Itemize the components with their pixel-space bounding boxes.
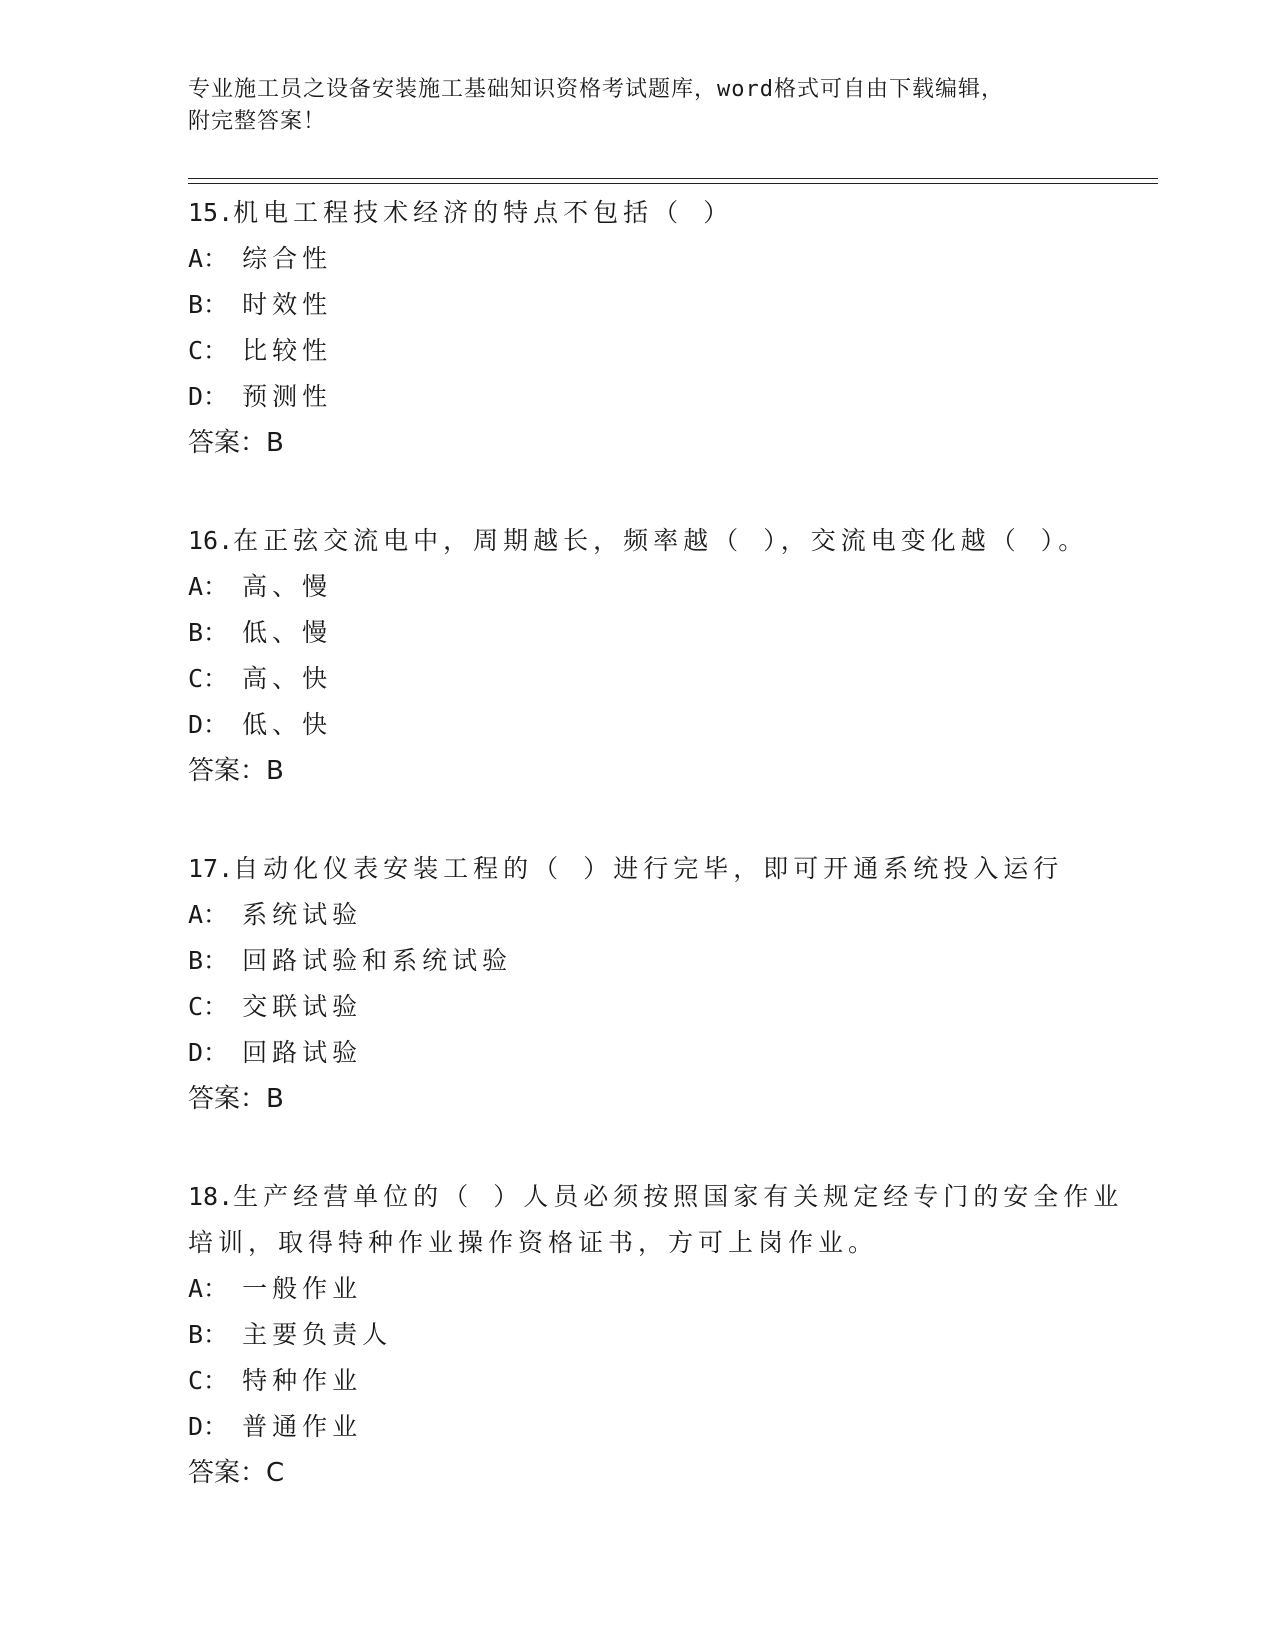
option-b bbox=[188, 610, 1148, 656]
option-b bbox=[188, 282, 1148, 328]
answer-line: 答案：B bbox=[188, 756, 284, 786]
question-18 bbox=[188, 1174, 1148, 1496]
question-stem bbox=[188, 518, 1148, 564]
option-key: A： bbox=[188, 1274, 229, 1303]
question-stem bbox=[188, 190, 1148, 236]
question-17 bbox=[188, 846, 1148, 1122]
option-b bbox=[188, 938, 1148, 984]
option-text: 低、慢 bbox=[242, 618, 333, 647]
question-stem bbox=[188, 1174, 1148, 1266]
option-text: 一般作业 bbox=[242, 1274, 363, 1303]
option-a bbox=[188, 236, 1148, 282]
question-list bbox=[188, 190, 1148, 1548]
question-number: 17. bbox=[188, 854, 234, 883]
question-text: 自动化仪表安装工程的（ ）进行完毕，即可开通系统投入运行 bbox=[233, 854, 1064, 883]
answer-line: 答案：B bbox=[188, 1084, 284, 1114]
option-text: 高、快 bbox=[242, 664, 333, 693]
option-c bbox=[188, 984, 1148, 1030]
header-divider-top bbox=[188, 178, 1158, 179]
option-text: 高、慢 bbox=[242, 572, 333, 601]
question-stem bbox=[188, 846, 1148, 892]
option-key: B： bbox=[188, 946, 229, 975]
question-15 bbox=[188, 190, 1148, 466]
option-text: 回路试验 bbox=[242, 1038, 363, 1067]
question-number: 15. bbox=[188, 198, 234, 227]
header-divider-bottom bbox=[188, 183, 1158, 184]
answer-line: 答案：B bbox=[188, 428, 284, 458]
option-a bbox=[188, 1266, 1148, 1312]
option-text: 主要负责人 bbox=[242, 1320, 393, 1349]
option-text: 时效性 bbox=[242, 290, 333, 319]
option-key: D： bbox=[188, 382, 229, 411]
option-key: C： bbox=[188, 992, 229, 1021]
option-key: A： bbox=[188, 244, 229, 273]
option-d bbox=[188, 1404, 1148, 1450]
option-key: D： bbox=[188, 1038, 229, 1067]
option-key: B： bbox=[188, 1320, 229, 1349]
question-16 bbox=[188, 518, 1148, 794]
question-number: 18. bbox=[188, 1182, 234, 1211]
option-key: D： bbox=[188, 710, 229, 739]
question-text: 生产经营单位的（ ）人员必须按照国家有关规定经专门的安全作业培训，取得特种作业操作资格证书，方可上岗作业。 bbox=[188, 1182, 1124, 1257]
question-text: 机电工程技术经济的特点不包括（ ） bbox=[233, 198, 734, 227]
option-key: D： bbox=[188, 1412, 229, 1441]
option-key: B： bbox=[188, 618, 229, 647]
option-key: A： bbox=[188, 572, 229, 601]
option-text: 交联试验 bbox=[242, 992, 363, 1021]
option-key: C： bbox=[188, 336, 229, 365]
question-text: 在正弦交流电中，周期越长，频率越（ ），交流电变化越（ ）。 bbox=[233, 526, 1089, 555]
option-a bbox=[188, 564, 1148, 610]
option-b bbox=[188, 1312, 1148, 1358]
option-key: A： bbox=[188, 900, 229, 929]
header-title-line-2: 附完整答案！ bbox=[188, 109, 327, 134]
option-d bbox=[188, 1030, 1148, 1076]
header-title-line-1: 专业施工员之设备安装施工基础知识资格考试题库，word格式可自由下载编辑， bbox=[188, 77, 1004, 102]
option-text: 特种作业 bbox=[242, 1366, 363, 1395]
document-header bbox=[188, 74, 1088, 138]
option-c bbox=[188, 328, 1148, 374]
option-c bbox=[188, 1358, 1148, 1404]
answer-line: 答案：C bbox=[188, 1458, 285, 1488]
option-text: 系统试验 bbox=[242, 900, 363, 929]
option-d bbox=[188, 374, 1148, 420]
option-text: 综合性 bbox=[242, 244, 333, 273]
option-text: 回路试验和系统试验 bbox=[242, 946, 513, 975]
option-text: 比较性 bbox=[242, 336, 333, 365]
option-d bbox=[188, 702, 1148, 748]
option-a bbox=[188, 892, 1148, 938]
option-text: 低、快 bbox=[242, 710, 333, 739]
question-number: 16. bbox=[188, 526, 234, 555]
option-key: B： bbox=[188, 290, 229, 319]
option-text: 普通作业 bbox=[242, 1412, 363, 1441]
option-key: C： bbox=[188, 664, 229, 693]
option-key: C： bbox=[188, 1366, 229, 1395]
option-c bbox=[188, 656, 1148, 702]
option-text: 预测性 bbox=[242, 382, 333, 411]
